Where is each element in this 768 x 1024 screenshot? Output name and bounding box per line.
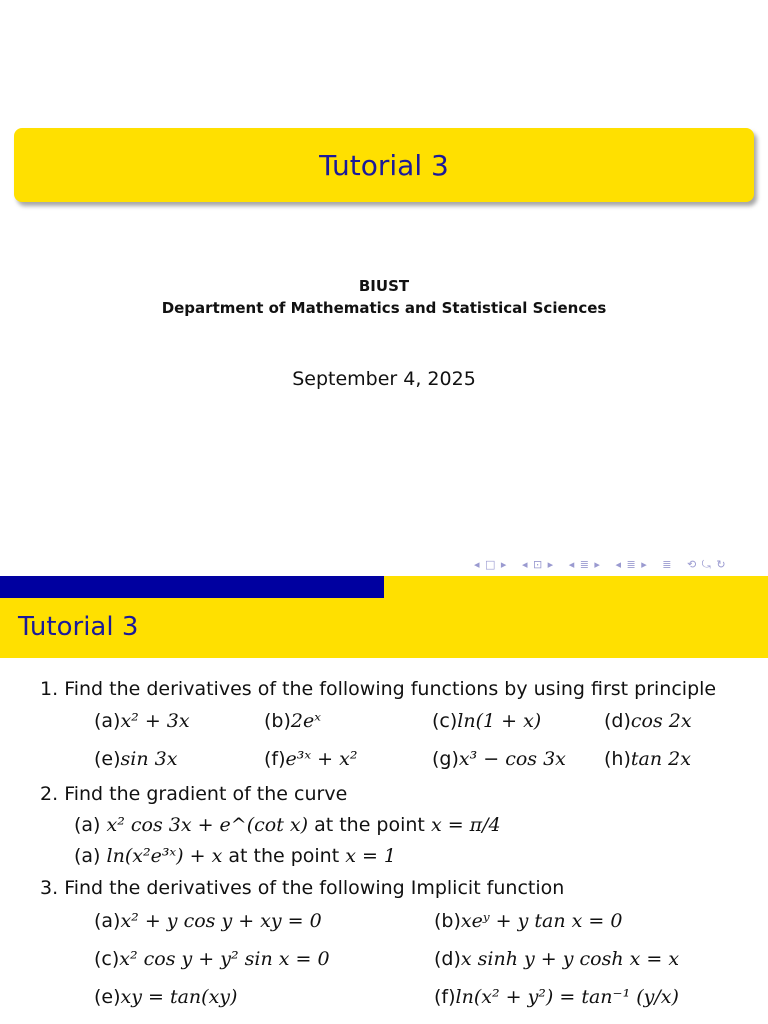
question-1 [40, 678, 716, 700]
q3-part-f: (f)ln(x² + y²) = tan⁻¹ (y/x) [434, 986, 679, 1008]
nav-document-icon[interactable]: ≣ [662, 558, 673, 571]
nav-section-icon[interactable]: ◂ ≣ ▸ [615, 558, 648, 571]
q1-part-g: (g)x³ − cos 3x [432, 748, 566, 770]
q3-part-c: (c)x² cos y + y² sin x = 0 [94, 948, 330, 970]
frame-title: Tutorial 3 [18, 612, 139, 642]
beamer-navigation [474, 558, 737, 572]
question-text: Find the derivatives of the following functions by using first principle [64, 678, 717, 700]
question-2 [40, 783, 347, 805]
question-text: Find the gradient of the curve [64, 783, 348, 805]
nav-frame-icon[interactable]: ◂ ⊡ ▸ [521, 558, 555, 571]
q1-part-d: (d)cos 2x [604, 710, 692, 732]
q2-part-2: (a) ln(x²e³ˣ) + x at the point x = 1 [74, 845, 397, 867]
q1-part-a: (a)x² + 3x [94, 710, 190, 732]
q1-part-e: (e)sin 3x [94, 748, 178, 770]
q1-part-c: (c)ln(1 + x) [432, 710, 542, 732]
q1-part-h: (h)tan 2x [604, 748, 691, 770]
question-number: 1. [40, 678, 59, 700]
presentation-date: September 4, 2025 [292, 368, 476, 390]
header-bar-left [0, 576, 384, 598]
slide-title: Tutorial 3 [319, 148, 449, 182]
q3-part-b: (b)xeʸ + y tan x = 0 [434, 910, 623, 932]
institute-name: BIUST [358, 277, 410, 295]
q2-part-1: (a) x² cos 3x + e^(cot x) at the point x = π/4 [74, 814, 501, 836]
department-name: Department of Mathematics and Statistical Sciences [161, 299, 607, 317]
header-bar-right [384, 576, 768, 598]
question-number: 3. [40, 877, 59, 899]
question-3 [40, 877, 564, 899]
q1-part-f: (f)e³ˣ + x² [264, 748, 358, 770]
title-block [14, 128, 754, 202]
nav-search-icon[interactable]: ⟲ ⤿ ↻ [686, 558, 727, 571]
q3-part-e: (e)xy = tan(xy) [94, 986, 238, 1008]
q3-part-d: (d)x sinh y + y cosh x = x [434, 948, 680, 970]
question-number: 2. [40, 783, 59, 805]
q1-part-b: (b)2eˣ [264, 710, 321, 732]
nav-subsection-icon[interactable]: ◂ ≣ ▸ [568, 558, 601, 571]
nav-slide-icon[interactable]: ◂ □ ▸ [474, 558, 508, 571]
question-text: Find the derivatives of the following Implicit function [64, 877, 565, 899]
q3-part-a: (a)x² + y cos y + xy = 0 [94, 910, 322, 932]
